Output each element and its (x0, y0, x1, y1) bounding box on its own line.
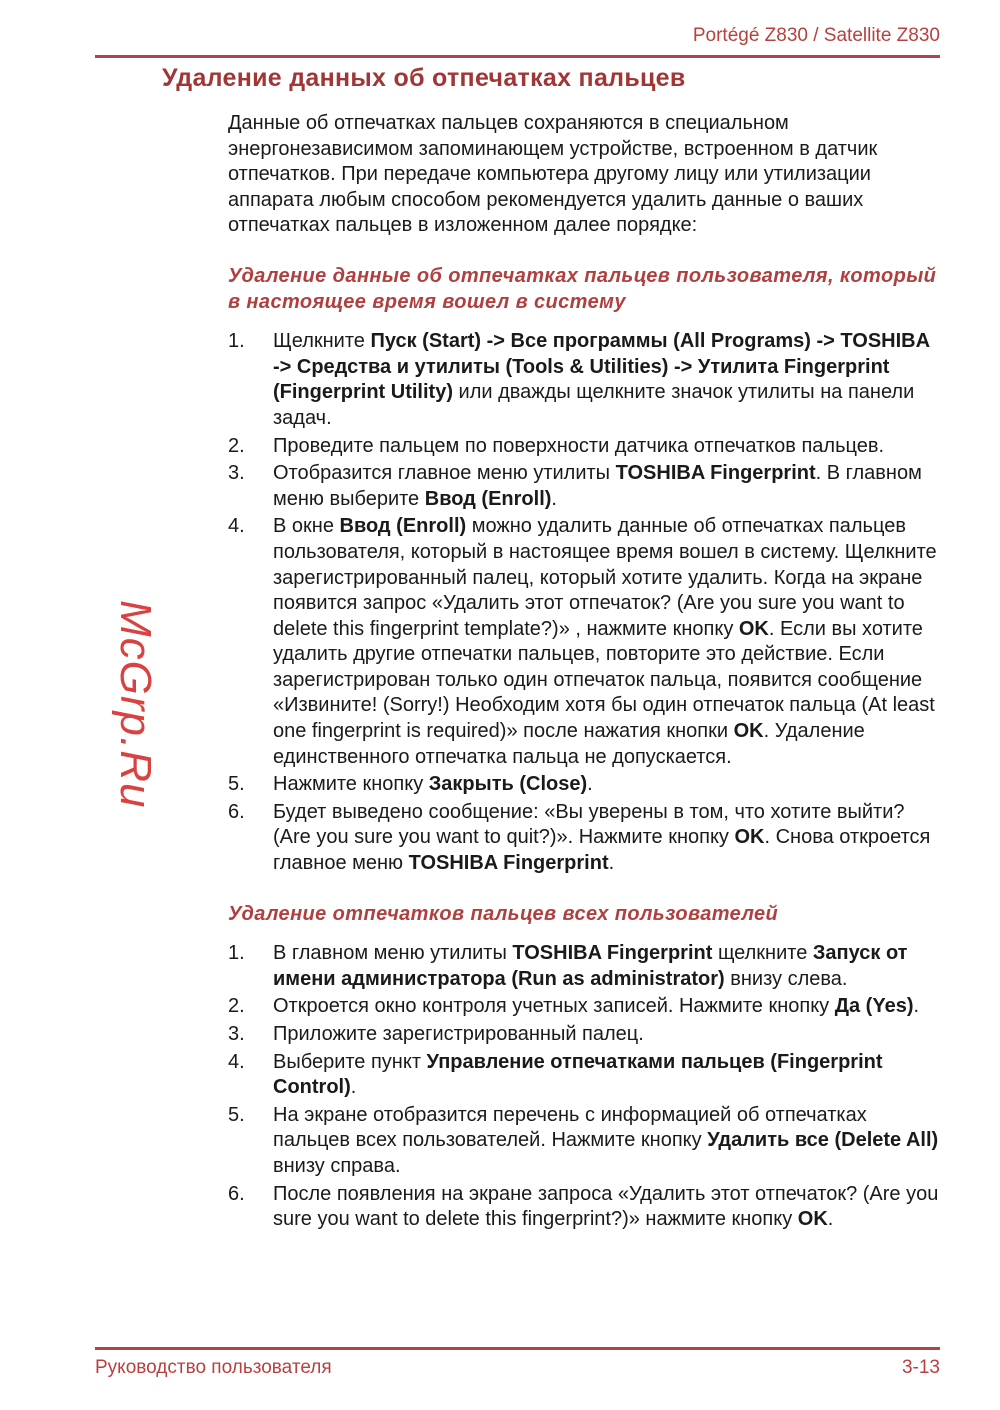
step-text: . (913, 995, 920, 1018)
list-item (228, 1103, 940, 1180)
step-text: После появления на экране запроса «Удалить этот отпечаток? (Are you sure you want to delete this fingerprint?)» нажмите кнопку (273, 1182, 939, 1231)
step-text: Проведите пальцем по поверхности датчика отпечатков пальцев. (273, 434, 885, 457)
step-text-bold: Запуск от имени администратора (Run as administrator) (273, 942, 908, 990)
step-text-bold: TOSHIBA Fingerprint (408, 852, 609, 875)
list-item (228, 461, 940, 512)
step-text: . Удаление единственного отпечатка пальца не допускается. (273, 720, 865, 768)
step-text: внизу справа. (273, 1154, 401, 1177)
step-text: . (350, 1076, 357, 1099)
step-text: . (551, 487, 557, 510)
running-header: Portégé Z830 / Satellite Z830 (692, 25, 940, 46)
footer-divider (95, 1347, 940, 1350)
step-text-bold: TOSHIBA Fingerprint (615, 462, 816, 485)
step-text: Откроется окно контроля учетных записей. Нажмите кнопку (273, 995, 835, 1018)
page-title: Удаление данных об отпечатках пальцев (162, 64, 686, 92)
step-number: 6. (228, 1182, 245, 1205)
step-text: Отобразится главное меню утилиты (273, 462, 616, 485)
step-text: Будет выведено сообщение: «Вы уверены в том, что хотите выйти? (Are you sure you want to quit?)». Нажмите кнопку (273, 800, 905, 849)
step-text: Нажмите кнопку (273, 773, 429, 796)
section-heading: Удаление отпечатков пальцев всех пользователей (228, 902, 779, 925)
footer-manual-title: Руководство пользователя (95, 1357, 332, 1378)
step-text-bold: Ввод (Enroll) (424, 487, 552, 510)
sections (228, 264, 940, 1233)
list-item (228, 772, 940, 798)
step-number: 6. (228, 800, 245, 823)
step-number: 1. (228, 330, 245, 353)
section-heading: Удаление данные об отпечатках пальцев пользователя, который в настоящее время вошел в систему (228, 264, 937, 313)
step-text: В главном меню утилиты (273, 942, 513, 965)
step-number: 1. (228, 942, 245, 965)
list-item (228, 434, 940, 460)
steps-list (228, 941, 940, 1233)
header-divider (95, 55, 940, 58)
list-item (228, 994, 940, 1020)
step-text-bold: OK (734, 826, 765, 849)
step-text: внизу слева. (724, 967, 848, 990)
list-item (228, 1050, 940, 1101)
step-text-bold: OK (733, 720, 764, 743)
step-text: На экране отобразится перечень с информацией об отпечатках пальцев всех пользователей. Нажмите кнопку (273, 1103, 867, 1152)
step-number: 4. (228, 515, 245, 538)
step-number: 3. (228, 462, 245, 485)
list-item (228, 514, 940, 770)
document-body (228, 111, 940, 1235)
list-item (228, 1182, 940, 1233)
intro-paragraph: Данные об отпечатках пальцев сохраняются в специальном энергонезависимом запоминающем устройстве, встроенном в датчик отпечатков. При передаче компьютера другому лицу или утилизации аппарата любым способом рекомендуется удалить данные о ваших отпечатках пальцев в изложенном далее порядке: (228, 112, 878, 237)
step-text: Выберите пункт (273, 1050, 427, 1073)
step-text-bold: Закрыть (Close) (428, 773, 588, 796)
watermark: McGrp.Ru (111, 600, 160, 809)
step-text-bold: Ввод (Enroll) (339, 515, 467, 538)
step-text: . В главном меню выберите (273, 462, 922, 510)
step-text-bold: TOSHIBA Fingerprint (512, 942, 713, 965)
step-text: . (608, 852, 615, 875)
step-number: 2. (228, 434, 245, 457)
step-text: Щелкните (273, 330, 371, 353)
step-text: можно удалить данные об отпечатках пальцев пользователя, который в настоящее время вошел в систему. Щелкните зарегистрированный палец, который хотите удалить. Когда на экране появится запрос «Удалить этот отпечаток? (Are you sure you want to delete this fingerprint template?)» , нажмите кнопку (273, 515, 937, 640)
step-text: Приложите зарегистрированный палец. (273, 1023, 644, 1045)
steps-list (228, 329, 940, 876)
step-number: 5. (228, 773, 245, 796)
step-text-bold: OK (738, 617, 769, 640)
step-text-bold: Удалить все (Delete All) (707, 1129, 939, 1152)
step-text: щелкните (712, 942, 813, 965)
list-item (228, 800, 940, 877)
step-number: 5. (228, 1103, 245, 1126)
step-text: или дважды щелкните значок утилиты на панели задач. (273, 381, 915, 429)
step-text: . Если вы хотите удалить другие отпечатки пальцев, повторите это действие. Если зарегистрирован только один отпечаток пальца, появится сообщение «Извините! (Sorry!) Необходим хотя бы один отпечаток пальца (At least one fingerprint is required)» после нажатия кнопки (273, 617, 935, 743)
step-number: 4. (228, 1050, 245, 1073)
page-number: 3-13 (901, 1357, 940, 1378)
step-text-bold: Управление отпечатками пальцев (Fingerprint Control) (273, 1050, 883, 1099)
list-item (228, 941, 940, 992)
step-text: . (827, 1208, 834, 1231)
step-text: . (587, 773, 593, 796)
step-number: 3. (228, 1023, 245, 1045)
step-text: В окне (273, 515, 340, 538)
step-number: 2. (228, 995, 245, 1018)
list-item (228, 1022, 940, 1048)
list-item (228, 329, 940, 431)
step-text-bold: Пуск (Start) -> Все программы (All Programs) -> TOSHIBA -> Средства и утилиты (Tools & Utilities) -> Утилита Fingerprint (Fingerprint Utility) (273, 330, 930, 404)
step-text: . Снова откроется главное меню (273, 826, 931, 875)
step-text-bold: Да (Yes) (834, 995, 914, 1018)
step-text-bold: OK (797, 1208, 828, 1231)
